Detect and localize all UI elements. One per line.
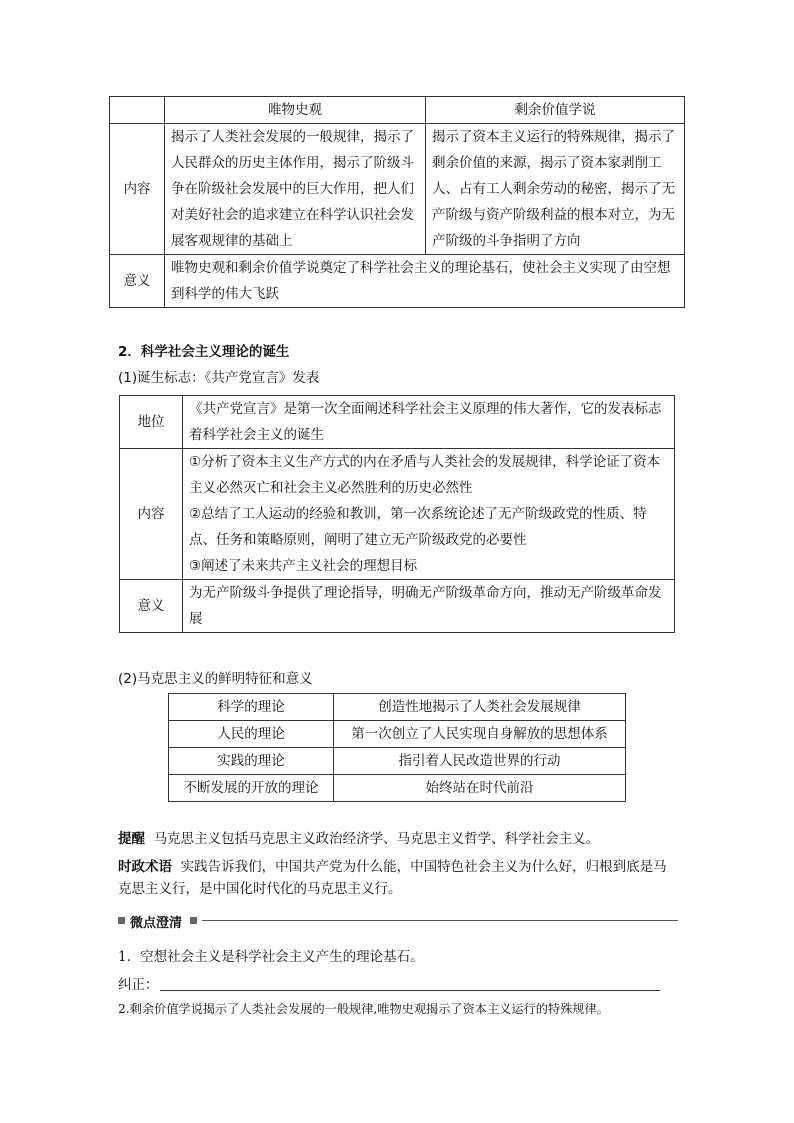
row-label-meaning: 意义	[110, 255, 165, 308]
correction-row	[118, 973, 664, 993]
tip-text: 马克思主义包括马克思主义政治经济学、马克思主义哲学、科学社会主义。	[153, 831, 600, 847]
section-heading: 2．科学社会主义理论的诞生	[118, 344, 290, 360]
feature-meaning: 第一次创立了人民实现自身解放的思想体系	[334, 721, 626, 748]
clarify-item-1: 1．空想社会主义是科学社会主义产生的理论基石。	[118, 949, 424, 965]
clarify-item-2: 2.剩余价值学说揭示了人类社会发展的一般规律,唯物史观揭示了资本主义运行的特殊规律。	[118, 1002, 609, 1016]
term-text: 实践告诉我们，中国共产党为什么能，中国特色社会主义为什么好，归根到底是马克思主义行，是中国化时代化的马克思主义行。	[118, 859, 667, 897]
meaning-text: 为无产阶级斗争提供了理论指导，明确无产阶级革命方向，推动无产阶级革命发展	[183, 580, 675, 633]
table-corner	[110, 97, 165, 124]
clarify-title: 微点澄清	[130, 916, 183, 931]
theory-comparison-table	[109, 96, 685, 308]
header-surplus-value: 剩余价值学说	[426, 97, 685, 124]
content-cell	[183, 449, 675, 580]
row-label-status: 地位	[120, 396, 183, 449]
feature-meaning: 始终站在时代前沿	[334, 775, 626, 802]
divider	[202, 920, 678, 921]
content-historical-materialism: 揭示了人类社会发展的一般规律，揭示了人民群众的历史主体作用，揭示了阶级斗争在阶级社会发展中的巨大作用，把人们对美好社会的追求建立在科学认识社会发展客观规律的基础上	[165, 124, 426, 255]
tip-paragraph	[118, 828, 678, 850]
feature-meaning: 指引着人民改造世界的行动	[334, 748, 626, 775]
feature-name: 不断发展的开放的理论	[169, 775, 334, 802]
subheading-2: (2)马克思主义的鲜明特征和意义	[118, 671, 313, 687]
square-bullet-icon	[118, 917, 125, 924]
correction-label: 纠正：	[118, 977, 159, 993]
status-text: 《共产党宣言》是第一次全面阐述科学社会主义原理的伟大著作，它的发表标志着科学社会主义的诞生	[183, 396, 675, 449]
content-point-3: ③阐述了未来共产主义社会的理想目标	[189, 558, 418, 574]
manifesto-table	[119, 395, 675, 633]
feature-name: 实践的理论	[169, 748, 334, 775]
square-bullet-icon	[190, 917, 197, 924]
row-label-content: 内容	[110, 124, 165, 255]
row-label-meaning: 意义	[120, 580, 183, 633]
row-label-content: 内容	[120, 449, 183, 580]
subheading-1: (1)诞生标志：《共产党宣言》发表	[118, 370, 320, 386]
tip-label: 提醒	[118, 831, 145, 847]
content-point-1: ①分析了资本主义生产方式的内在矛盾与人类社会的发展规律，科学论证了资本主义必然灭亡和社会主义必然胜利的历史必然性	[189, 454, 661, 496]
correction-blank[interactable]	[160, 990, 660, 991]
header-historical-materialism: 唯物史观	[165, 97, 426, 124]
feature-meaning: 创造性地揭示了人类社会发展规律	[334, 694, 626, 721]
meaning-text: 唯物史观和剩余价值学说奠定了科学社会主义的理论基石，使社会主义实现了由空想到科学的伟大飞跃	[165, 255, 685, 308]
features-table	[168, 693, 626, 802]
content-point-2: ②总结了工人运动的经验和教训，第一次系统论述了无产阶级政党的性质、特点、任务和策略原则，阐明了建立无产阶级政党的必要性	[189, 506, 647, 548]
term-label: 时政术语	[118, 859, 172, 875]
feature-name: 人民的理论	[169, 721, 334, 748]
feature-name: 科学的理论	[169, 694, 334, 721]
term-paragraph	[118, 856, 680, 900]
clarify-header	[118, 913, 678, 931]
content-surplus-value: 揭示了资本主义运行的特殊规律，揭示了剩余价值的来源，揭示了资本家剥削工人、占有工人剩余劳动的秘密，揭示了无产阶级与资产阶级利益的根本对立，为无产阶级的斗争指明了方向	[426, 124, 685, 255]
